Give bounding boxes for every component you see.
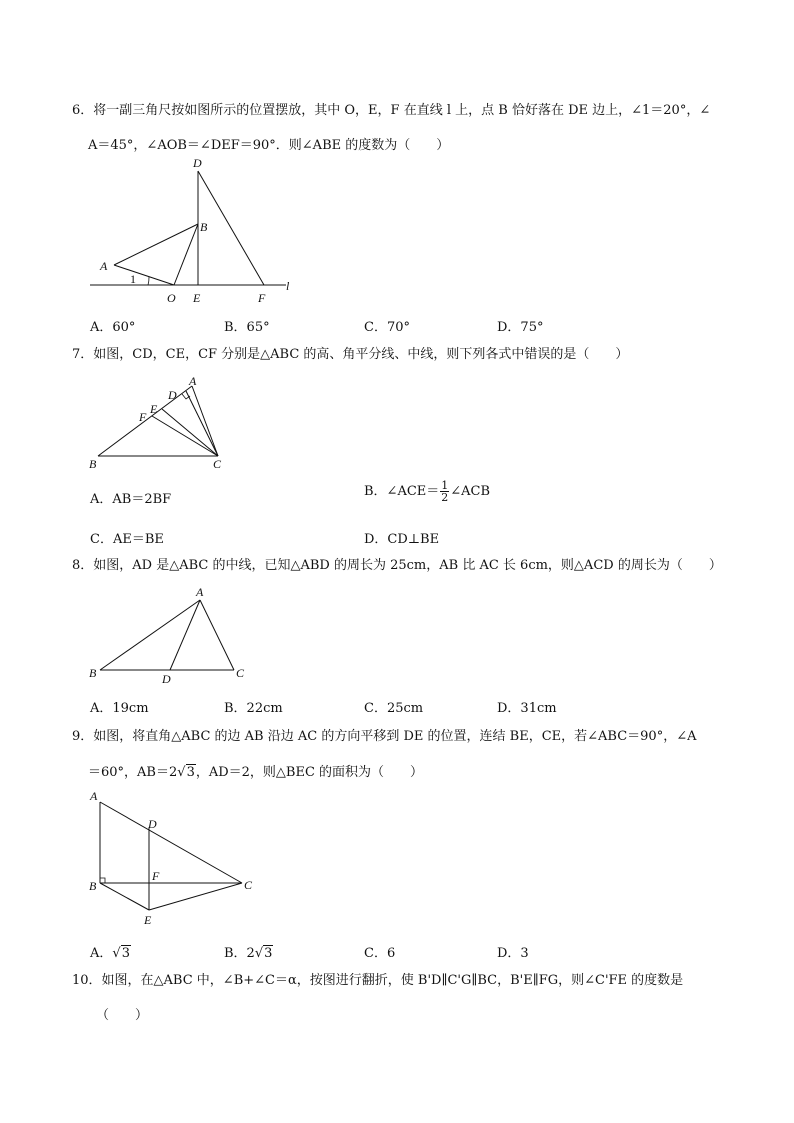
angle-1-arc	[148, 277, 149, 285]
q9-option-b	[224, 942, 273, 961]
label-B: B	[89, 666, 97, 680]
q9-option-d: D．3	[497, 946, 529, 961]
label-D: D	[168, 388, 177, 402]
q9-line2-radicand: 3	[186, 765, 195, 780]
question-6-stem-line2: A＝45°，∠AOB＝∠DEF＝90°．则∠ABE 的度数为（ ）	[88, 138, 450, 153]
fraction-denominator: 2	[441, 491, 449, 504]
fraction-numerator: 1	[441, 479, 449, 492]
q7-option-d: D．CD⊥BE	[364, 532, 440, 547]
q6-option-d: D．75°	[497, 320, 544, 335]
label-B: B	[89, 879, 97, 893]
question-6-figure	[86, 152, 306, 308]
label-angle-1: 1	[130, 272, 136, 286]
q7-option-b-fraction	[440, 480, 449, 503]
label-A: A	[196, 585, 204, 599]
segment-EC	[149, 883, 242, 910]
question-8-stem: 8．如图，AD 是△ABC 的中线，已知△ABD 的周长为 25cm，AB 比 AC 长 6cm，则△ACD 的周长为（ ）	[72, 558, 722, 573]
q7-option-c: C．AE＝BE	[90, 532, 164, 547]
label-B: B	[89, 457, 97, 471]
segment-OB	[174, 224, 198, 285]
segment-DF	[198, 171, 264, 285]
label-E: E	[150, 402, 158, 416]
label-F: F	[139, 410, 147, 424]
label-D: D	[193, 156, 202, 170]
label-A: A	[100, 259, 108, 273]
q9-option-b-pre: B．2	[224, 946, 255, 961]
right-angle-mark	[182, 394, 190, 399]
q8-option-a: A．19cm	[90, 701, 149, 716]
question-10-stem-line2: （ ）	[96, 1008, 149, 1023]
question-9-stem-line2	[88, 761, 423, 780]
label-F: F	[152, 869, 160, 883]
label-D: D	[148, 817, 157, 831]
segment-AO	[114, 265, 174, 285]
q7-option-b-post: ∠ACB	[450, 484, 491, 499]
label-E: E	[144, 913, 152, 927]
q7-option-a-text: A．AB＝2BF	[90, 492, 172, 507]
q9-option-a	[90, 942, 131, 961]
label-O: O	[167, 291, 176, 305]
label-D: D	[162, 672, 171, 686]
q9-line2-pre: ＝60°，AB＝2	[88, 765, 178, 780]
segment-AC	[200, 600, 234, 670]
q9-option-c: C．6	[364, 946, 396, 961]
q9-option-a-radicand: 3	[121, 946, 130, 961]
label-A: A	[189, 374, 197, 388]
q9-option-b-sqrt: √3	[254, 946, 273, 961]
q6-option-b: B．65°	[224, 320, 270, 335]
label-A: A	[90, 789, 98, 803]
q9-option-b-radicand: 3	[264, 946, 273, 961]
question-10-stem-line1: 10．如图，在△ABC 中，∠B+∠C＝α，按图进行翻折，使 B'D∥C'G∥BC，B'E∥FG，则∠C'FE 的度数是	[72, 973, 684, 988]
label-l: l	[286, 279, 290, 293]
q9-option-a-pre: A．	[90, 946, 113, 961]
label-F: F	[258, 291, 266, 305]
segment-AC	[100, 802, 242, 883]
q8-option-d: D．31cm	[497, 701, 557, 716]
q6-option-a: A．60°	[90, 320, 136, 335]
question-7-stem: 7．如图，CD，CE，CF 分别是△ABC 的高、角平分线、中线，则下列各式中错误的是（ ）	[72, 347, 629, 362]
q7-option-b	[364, 480, 490, 503]
q7-option-a	[90, 488, 171, 507]
question-9-stem-line1: 9．如图，将直角△ABC 的边 AB 沿边 AC 的方向平移到 DE 的位置，连结 BE，CE，若∠ABC＝90°，∠A	[72, 729, 697, 744]
segment-AB	[114, 224, 198, 265]
question-6-stem-line1: 6．将一副三角尺按如图所示的位置摆放，其中 O，E，F 在直线 l 上，点 B 恰好落在 DE 边上，∠1＝20°，∠	[72, 103, 711, 118]
segment-BE	[100, 883, 149, 910]
q9-line2-post: ，AD＝2，则△BEC 的面积为（ ）	[195, 765, 424, 780]
question-8-figure	[86, 584, 256, 688]
question-9-figure	[86, 786, 266, 928]
q7-option-b-pre: B．∠ACE＝	[364, 484, 440, 499]
label-B: B	[200, 220, 208, 234]
label-C: C	[244, 878, 253, 892]
question-7-figure	[86, 372, 236, 472]
label-C: C	[236, 666, 245, 680]
q6-option-c: C．70°	[364, 320, 410, 335]
q9-line2-sqrt: √3	[177, 765, 195, 780]
q8-option-c: C．25cm	[364, 701, 424, 716]
label-E: E	[193, 291, 201, 305]
right-angle-mark	[100, 878, 105, 883]
q9-option-a-sqrt: √3	[112, 946, 130, 961]
label-C: C	[213, 457, 222, 471]
q8-option-b: B．22cm	[224, 701, 283, 716]
